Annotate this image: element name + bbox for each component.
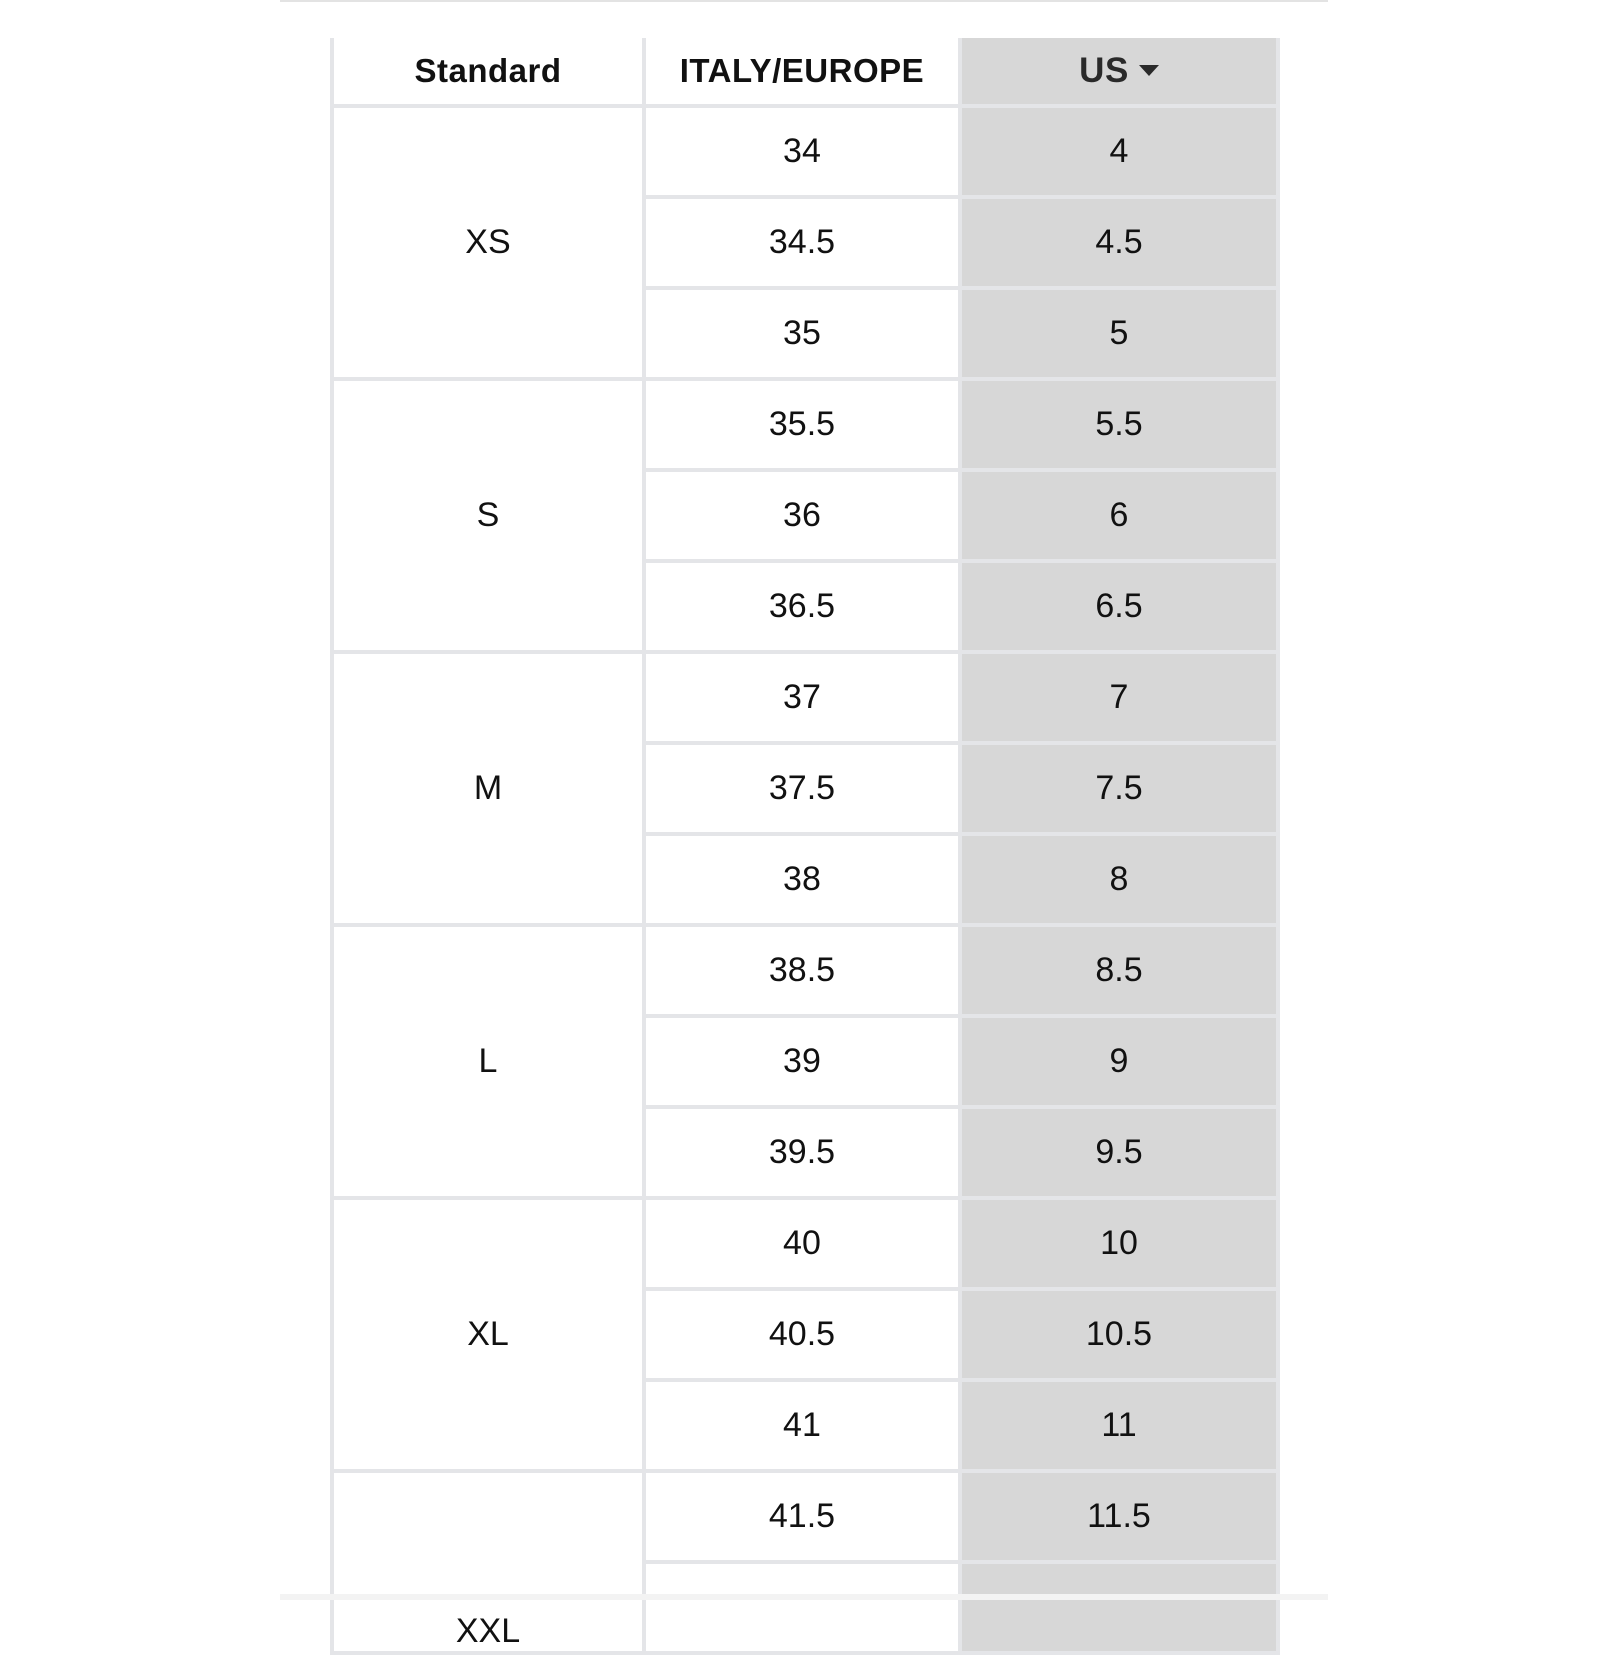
us-size-cell: 5 (960, 288, 1278, 379)
table-row (332, 925, 1278, 1016)
standard-size-cell: XS (332, 106, 644, 379)
eu-size-cell: 38 (644, 834, 960, 925)
eu-size-cell: 39 (644, 1016, 960, 1107)
standard-size-cell: S (332, 379, 644, 652)
us-size-cell: 9 (960, 1016, 1278, 1107)
eu-size-cell: 37 (644, 652, 960, 743)
standard-size-cell: L (332, 925, 644, 1198)
eu-size-cell (644, 1562, 960, 1653)
header-italy-europe: ITALY/EUROPE (644, 38, 960, 106)
us-size-cell: 11 (960, 1380, 1278, 1471)
us-size-cell: 11.5 (960, 1471, 1278, 1562)
eu-size-cell: 39.5 (644, 1107, 960, 1198)
us-size-cell: 8 (960, 834, 1278, 925)
us-size-cell: 8.5 (960, 925, 1278, 1016)
top-divider (280, 0, 1328, 2)
us-size-cell: 4.5 (960, 197, 1278, 288)
us-size-cell: 5.5 (960, 379, 1278, 470)
us-size-cell: 9.5 (960, 1107, 1278, 1198)
standard-size-cell: XL (332, 1198, 644, 1471)
standard-size-cell: M (332, 652, 644, 925)
eu-size-cell: 38.5 (644, 925, 960, 1016)
us-size-cell: 7 (960, 652, 1278, 743)
eu-size-cell: 40.5 (644, 1289, 960, 1380)
eu-size-cell: 37.5 (644, 743, 960, 834)
us-size-cell: 6.5 (960, 561, 1278, 652)
eu-size-cell: 36.5 (644, 561, 960, 652)
us-size-cell: 6 (960, 470, 1278, 561)
eu-size-cell: 36 (644, 470, 960, 561)
caret-down-icon[interactable] (1139, 65, 1159, 76)
eu-size-cell: 35.5 (644, 379, 960, 470)
standard-size-cell: XXL (332, 1471, 644, 1653)
header-standard: Standard (332, 38, 644, 106)
us-size-cell: 4 (960, 106, 1278, 197)
size-conversion-table (330, 38, 1280, 1655)
header-us-dropdown[interactable] (960, 38, 1278, 106)
table-row (332, 379, 1278, 470)
table-row (332, 1471, 1278, 1562)
eu-size-cell: 34.5 (644, 197, 960, 288)
table-row (332, 652, 1278, 743)
eu-size-cell: 41.5 (644, 1471, 960, 1562)
table-row (332, 106, 1278, 197)
eu-size-cell: 35 (644, 288, 960, 379)
us-size-cell: 10 (960, 1198, 1278, 1289)
table-row (332, 1198, 1278, 1289)
eu-size-cell: 34 (644, 106, 960, 197)
bottom-edge (280, 1594, 1328, 1600)
header-us-label: US (1079, 51, 1129, 90)
us-size-cell: 7.5 (960, 743, 1278, 834)
eu-size-cell: 41 (644, 1380, 960, 1471)
us-size-cell (960, 1562, 1278, 1653)
header-row (332, 38, 1278, 106)
eu-size-cell: 40 (644, 1198, 960, 1289)
us-size-cell: 10.5 (960, 1289, 1278, 1380)
